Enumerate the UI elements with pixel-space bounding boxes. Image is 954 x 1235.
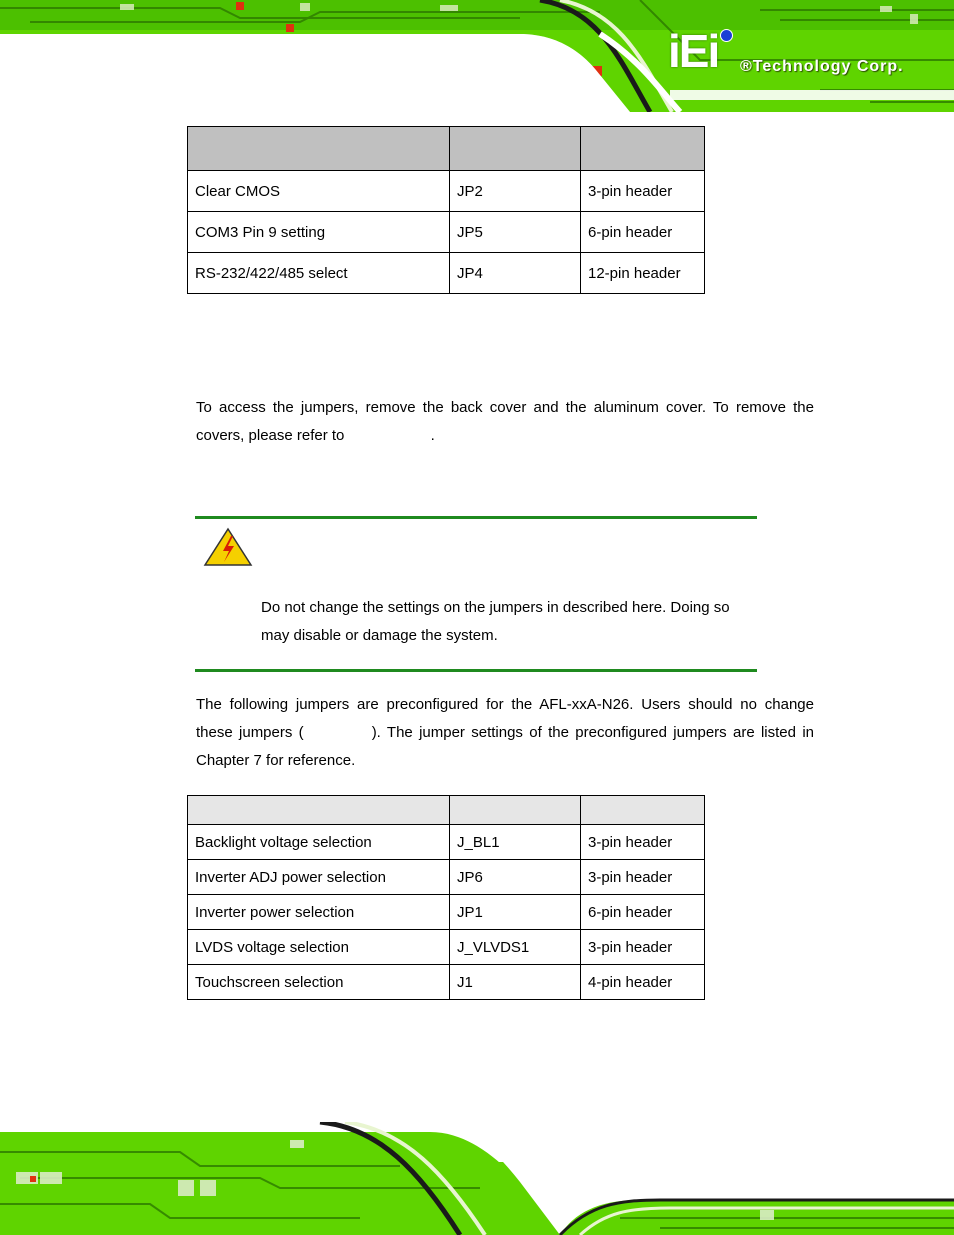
circuit-board-graphic <box>0 1122 954 1235</box>
table-header-cell <box>450 127 581 171</box>
paragraph-text: The following jumpers are preconfigured for the AFL-xxA-N26. Users should no change these jumpers ( <box>196 696 814 741</box>
jumper-type-cell: 3-pin header <box>581 860 705 895</box>
table-row <box>188 930 705 965</box>
jumper-label-cell: JP2 <box>450 171 581 212</box>
warning-message: Do not change the settings on the jumpers in described here. Doing so may disable or damage the system. <box>261 599 730 644</box>
jumper-name-cell: RS-232/422/485 select <box>188 253 450 294</box>
table-header-row <box>188 127 705 171</box>
table-header-cell <box>188 127 450 171</box>
jumper-label-cell: JP6 <box>450 860 581 895</box>
header-banner <box>0 0 954 112</box>
footer-banner <box>0 1122 954 1235</box>
jumper-name-cell: COM3 Pin 9 setting <box>188 212 450 253</box>
jumper-label-cell: J1 <box>450 965 581 1000</box>
preconfigured-jumpers-paragraph <box>196 691 814 775</box>
table-row <box>188 253 705 294</box>
jumper-label-cell: JP4 <box>450 253 581 294</box>
logo-letters: iEi <box>668 25 719 77</box>
jumper-type-cell: 12-pin header <box>581 253 705 294</box>
warning-bottom-rule <box>195 669 757 672</box>
table-header-row <box>188 796 705 825</box>
table-header-cell <box>581 127 705 171</box>
jumper-type-cell: 6-pin header <box>581 212 705 253</box>
preconfigured-jumper-table <box>187 795 705 1000</box>
jumper-type-cell: 3-pin header <box>581 930 705 965</box>
access-jumpers-paragraph <box>196 394 814 450</box>
table-row <box>188 965 705 1000</box>
jumper-name-cell: LVDS voltage selection <box>188 930 450 965</box>
table-header-cell <box>188 796 450 825</box>
jumper-type-cell: 4-pin header <box>581 965 705 1000</box>
jumper-name-cell: Inverter ADJ power selection <box>188 860 450 895</box>
jumper-name-cell: Backlight voltage selection <box>188 825 450 860</box>
logo-tagline: ®Technology Corp. <box>740 58 904 75</box>
jumper-label-cell: JP1 <box>450 895 581 930</box>
table-row <box>188 895 705 930</box>
iei-logo <box>668 25 948 80</box>
table-row <box>188 825 705 860</box>
warning-triangle-icon <box>203 527 253 567</box>
table-row <box>188 171 705 212</box>
table-row <box>188 212 705 253</box>
jumper-label-cell: JP5 <box>450 212 581 253</box>
jumper-name-cell: Touchscreen selection <box>188 965 450 1000</box>
jumper-type-cell: 3-pin header <box>581 171 705 212</box>
jumper-table-1 <box>187 126 705 294</box>
paragraph-text: To access the jumpers, remove the back cover and the aluminum cover. To remove the covers, please refer to <box>196 399 814 444</box>
jumper-label-cell: J_BL1 <box>450 825 581 860</box>
table-row <box>188 860 705 895</box>
table-header-cell <box>581 796 705 825</box>
jumper-name-cell: Inverter power selection <box>188 895 450 930</box>
warning-top-rule <box>195 516 757 519</box>
jumper-type-cell: 3-pin header <box>581 825 705 860</box>
jumper-type-cell: 6-pin header <box>581 895 705 930</box>
logo-dot-icon <box>720 29 733 42</box>
jumper-label-cell: J_VLVDS1 <box>450 930 581 965</box>
paragraph-text: . <box>430 427 435 444</box>
paragraph-text: ). The jumper settings of the preconfigured jumpers are listed in Chapter 7 for reference. <box>196 724 814 769</box>
table-header-cell <box>450 796 581 825</box>
jumper-name-cell: Clear CMOS <box>188 171 450 212</box>
